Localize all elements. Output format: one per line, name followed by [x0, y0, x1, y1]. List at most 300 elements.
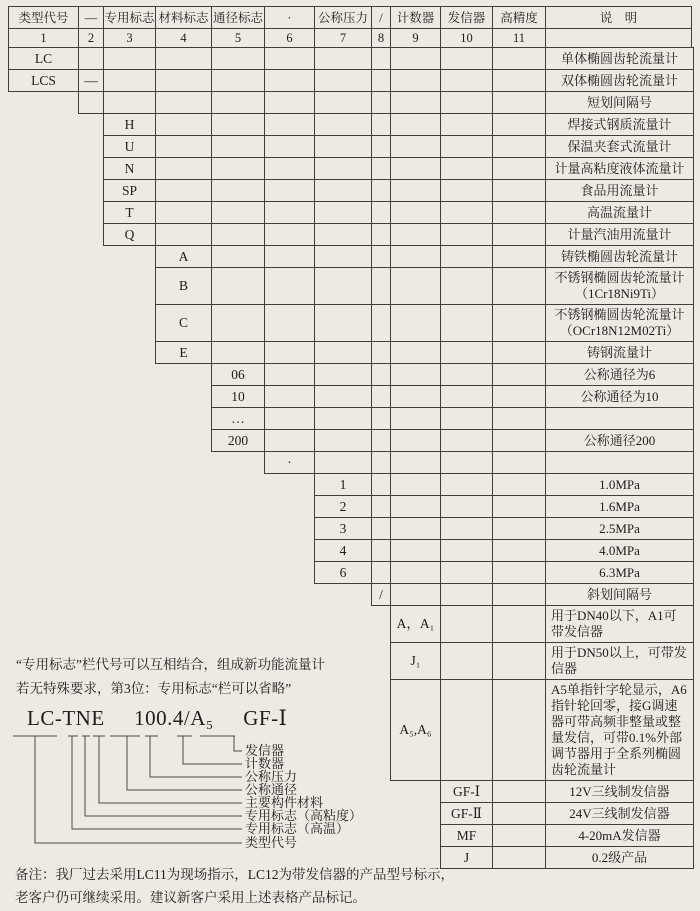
empty-cell: [493, 364, 546, 385]
table-row: [440, 802, 694, 825]
empty-cell: [441, 202, 493, 223]
empty-cell: [493, 584, 546, 605]
table-row: [8, 47, 694, 70]
empty-cell: [212, 136, 265, 157]
leader-label: 公称压力: [245, 769, 298, 784]
code-cell: 1: [315, 474, 372, 495]
description-cell: 铸铁椭圆齿轮流量计: [560, 248, 678, 264]
empty-cell: [391, 268, 441, 304]
column-number: 2: [79, 29, 104, 47]
empty-cell: [156, 202, 212, 223]
empty-cell: [372, 496, 391, 517]
empty-cell: [212, 342, 265, 363]
footer-remark: [15, 863, 455, 909]
column-header: ·: [265, 7, 315, 28]
description-cell: 斜划间隔号: [586, 586, 652, 602]
leader-label: 类型代号: [245, 835, 298, 850]
column-number: [546, 29, 691, 47]
empty-cell: [441, 268, 493, 304]
table-row: [103, 179, 694, 202]
description-cell: 用于DN50以上，可带发信器: [551, 645, 687, 676]
empty-cell: [372, 305, 391, 341]
empty-cell: [391, 92, 441, 113]
description-cell: 0.2级产品: [591, 849, 648, 865]
empty-cell: [372, 562, 391, 583]
code-cell: J: [441, 847, 493, 868]
leader-label: 专用标志（高温）: [245, 821, 350, 836]
empty-cell: [493, 408, 546, 429]
code-cell: E: [156, 342, 212, 363]
empty-cell: [493, 158, 546, 179]
description-cell: 铸钢流量计: [586, 344, 652, 360]
empty-cell: [156, 70, 212, 91]
empty-cell: [315, 92, 372, 113]
empty-cell: [493, 803, 546, 824]
empty-cell: [493, 643, 546, 679]
empty-cell: [441, 158, 493, 179]
empty-cell: [104, 92, 156, 113]
description-cell: 高温流量计: [586, 204, 652, 220]
description-cell: 公称通径200: [583, 432, 656, 448]
empty-cell: [265, 70, 315, 91]
leader-label: 主要构件材料: [245, 795, 324, 810]
empty-cell: [441, 48, 493, 69]
empty-cell: [493, 70, 546, 91]
empty-cell: [265, 158, 315, 179]
table-row: [371, 583, 694, 606]
column-header: /: [372, 7, 391, 28]
leader-pressure: [145, 736, 242, 777]
empty-cell: [156, 224, 212, 245]
empty-cell: [391, 246, 441, 267]
empty-cell: [265, 92, 315, 113]
empty-cell: [441, 584, 493, 605]
empty-cell: [391, 364, 441, 385]
column-header: 专用标志: [104, 7, 156, 28]
empty-cell: [372, 452, 391, 473]
table-row: [211, 407, 694, 430]
description-cell: 4.0MPa: [599, 542, 640, 558]
empty-cell: [315, 430, 372, 451]
table-row: [390, 642, 694, 680]
leader-counter: [177, 736, 242, 764]
empty-cell: [391, 540, 441, 561]
empty-cell: [493, 430, 546, 451]
empty-cell: [391, 342, 441, 363]
empty-cell: [441, 680, 493, 780]
description-cell: 1.6MPa: [599, 498, 640, 514]
empty-cell: [265, 408, 315, 429]
empty-cell: [493, 781, 546, 802]
code-cell: C: [156, 305, 212, 341]
combination-note-line2: 若无特殊要求，第3位：专用标志“栏可以省略”: [16, 681, 292, 696]
column-number: 3: [104, 29, 156, 47]
code-cell: 3: [315, 518, 372, 539]
empty-cell: [265, 386, 315, 407]
empty-cell: [265, 342, 315, 363]
empty-cell: [265, 48, 315, 69]
empty-cell: [391, 452, 441, 473]
column-number: 10: [441, 29, 493, 47]
empty-cell: [265, 305, 315, 341]
empty-cell: [315, 202, 372, 223]
empty-cell: [493, 202, 546, 223]
empty-cell: [265, 180, 315, 201]
leader-diameter: [110, 736, 242, 790]
empty-cell: [441, 224, 493, 245]
empty-cell: [372, 114, 391, 135]
leader-special-mark-t: [68, 736, 242, 829]
column-number: 9: [391, 29, 441, 47]
column-header: 类型代号: [9, 7, 79, 28]
empty-cell: [212, 92, 265, 113]
empty-cell: [212, 114, 265, 135]
header-row: [8, 6, 692, 29]
description-cell: 焊接式钢质流量计: [567, 116, 672, 132]
column-header: 公称压力: [315, 7, 372, 28]
empty-cell: [441, 518, 493, 539]
empty-cell: [372, 474, 391, 495]
column-number: 8: [372, 29, 391, 47]
table-row: [211, 429, 694, 452]
empty-cell: [372, 540, 391, 561]
empty-cell: [315, 224, 372, 245]
empty-cell: [315, 70, 372, 91]
description-cell: 用于DN40以下，A1可带发信器: [551, 608, 677, 639]
empty-cell: [372, 268, 391, 304]
empty-cell: [212, 70, 265, 91]
code-cell: [79, 92, 104, 113]
footer-remark-line2: 老客户仍可继续采用。建议新客户采用上述表格产品标记。: [15, 890, 366, 905]
empty-cell: [391, 386, 441, 407]
table-row: [314, 539, 694, 562]
empty-cell: [156, 180, 212, 201]
description-cell: 公称通径为6: [583, 366, 656, 382]
code-cell: H: [104, 114, 156, 135]
code-cell: N: [104, 158, 156, 179]
empty-cell: [493, 305, 546, 341]
empty-cell: [441, 180, 493, 201]
table-row: [314, 473, 694, 496]
code-cell: GF-Ⅰ: [441, 781, 493, 802]
empty-cell: [372, 364, 391, 385]
code-cell: 6: [315, 562, 372, 583]
description-cell: 保温夹套式流量计: [567, 138, 672, 154]
empty-cell: [493, 496, 546, 517]
combination-note-line1: “专用标志”栏代号可以互相结合，组成新功能流量计: [16, 657, 325, 672]
table-row: [211, 363, 694, 386]
empty-cell: [493, 452, 546, 473]
table-row: [103, 135, 694, 158]
example-model-code: LC-TNE 100.4/A₅ GF-Ⅰ: [27, 706, 288, 730]
empty-cell: [441, 606, 493, 642]
code-cell: 200: [212, 430, 265, 451]
empty-cell: [315, 48, 372, 69]
empty-cell: [441, 114, 493, 135]
empty-cell: [493, 518, 546, 539]
empty-cell: [441, 364, 493, 385]
empty-cell: [441, 408, 493, 429]
description-cell: 6.3MPa: [599, 564, 640, 580]
description-cell: 计量高粘度液体流量计: [554, 160, 685, 176]
empty-cell: [493, 680, 546, 780]
table-row: [8, 69, 694, 92]
description-cell: 食品用流量计: [580, 182, 659, 198]
column-header: 材料标志: [156, 7, 212, 28]
table-row: [314, 561, 694, 584]
empty-cell: [391, 48, 441, 69]
empty-cell: [441, 562, 493, 583]
empty-cell: [315, 268, 372, 304]
empty-cell: [315, 158, 372, 179]
leader-label: 发信器: [245, 743, 285, 758]
empty-cell: [391, 114, 441, 135]
column-header: 高精度: [493, 7, 546, 28]
combination-note: [16, 653, 386, 701]
table-row: [314, 495, 694, 518]
table-row: [440, 846, 694, 869]
empty-cell: [391, 305, 441, 341]
leader-lines-diagram: [0, 730, 244, 850]
table-row: [155, 304, 694, 342]
code-cell: J₁: [391, 643, 441, 679]
column-header: 通径标志: [212, 7, 265, 28]
code-cell: 06: [212, 364, 265, 385]
table-row: [390, 679, 694, 781]
empty-cell: [212, 158, 265, 179]
empty-cell: [391, 180, 441, 201]
table-row: [440, 780, 694, 803]
code-cell: …: [212, 408, 265, 429]
leader-label: 公称通径: [245, 782, 298, 797]
empty-cell: [315, 364, 372, 385]
empty-cell: [493, 606, 546, 642]
empty-cell: [493, 92, 546, 113]
empty-cell: [372, 430, 391, 451]
empty-cell: [441, 342, 493, 363]
description-cell: 24V三线制发信器: [569, 805, 670, 821]
empty-cell: [441, 92, 493, 113]
leader-transmitter: [200, 736, 242, 751]
table-row: [390, 605, 694, 643]
empty-cell: [372, 518, 391, 539]
empty-cell: [391, 518, 441, 539]
empty-cell: [493, 562, 546, 583]
empty-cell: [441, 540, 493, 561]
empty-cell: [493, 540, 546, 561]
code-cell: A₅,A₆: [391, 680, 441, 780]
empty-cell: [315, 342, 372, 363]
code-cell: Q: [104, 224, 156, 245]
empty-cell: [212, 48, 265, 69]
dash-cell: —: [79, 70, 104, 91]
empty-cell: [391, 474, 441, 495]
code-cell: /: [372, 584, 391, 605]
empty-cell: [265, 364, 315, 385]
empty-cell: [156, 92, 212, 113]
empty-cell: [315, 114, 372, 135]
empty-cell: [315, 246, 372, 267]
empty-cell: [493, 180, 546, 201]
empty-cell: [372, 408, 391, 429]
empty-cell: [212, 246, 265, 267]
empty-cell: [265, 136, 315, 157]
empty-cell: [441, 136, 493, 157]
column-number: 11: [493, 29, 546, 47]
description-cell: 不锈钢椭圆齿轮流量计（OCr18N12M02Ti）: [554, 307, 685, 338]
description-cell: [546, 408, 693, 429]
table-row: [211, 385, 694, 408]
code-cell: MF: [441, 825, 493, 846]
column-header: 发信器: [441, 7, 493, 28]
column-number: 1: [9, 29, 79, 47]
empty-cell: [441, 452, 493, 473]
column-number: 4: [156, 29, 212, 47]
empty-cell: [441, 246, 493, 267]
description-cell: [546, 452, 693, 473]
code-cell: U: [104, 136, 156, 157]
empty-cell: [493, 825, 546, 846]
description-cell: 不锈钢椭圆齿轮流量计（1Cr18Ni9Ti）: [554, 270, 685, 301]
empty-cell: [372, 224, 391, 245]
empty-cell: [493, 246, 546, 267]
column-number: 5: [212, 29, 265, 47]
code-cell: LCS: [9, 70, 79, 91]
empty-cell: [391, 430, 441, 451]
empty-cell: [104, 70, 156, 91]
empty-cell: [315, 408, 372, 429]
table-row: [264, 451, 694, 474]
code-cell: LC: [9, 48, 79, 69]
empty-cell: [315, 136, 372, 157]
empty-cell: [315, 452, 372, 473]
empty-cell: [104, 48, 156, 69]
table-row: [314, 517, 694, 540]
empty-cell: [493, 114, 546, 135]
leader-label: 计数器: [245, 756, 285, 771]
empty-cell: [441, 496, 493, 517]
empty-cell: [493, 474, 546, 495]
empty-cell: [372, 48, 391, 69]
empty-cell: [391, 70, 441, 91]
code-cell: 10: [212, 386, 265, 407]
empty-cell: [315, 180, 372, 201]
code-cell: T: [104, 202, 156, 223]
empty-cell: [79, 48, 104, 69]
empty-cell: [391, 136, 441, 157]
table-row: [155, 245, 694, 268]
table-row: [78, 91, 694, 114]
code-cell: A: [156, 246, 212, 267]
header-number-row: [8, 28, 692, 48]
empty-cell: [391, 496, 441, 517]
empty-cell: [372, 246, 391, 267]
empty-cell: [391, 202, 441, 223]
empty-cell: [265, 202, 315, 223]
code-cell: SP: [104, 180, 156, 201]
empty-cell: [391, 224, 441, 245]
empty-cell: [156, 48, 212, 69]
column-number: 6: [265, 29, 315, 47]
empty-cell: [372, 202, 391, 223]
code-cell: 4: [315, 540, 372, 561]
empty-cell: [265, 224, 315, 245]
empty-cell: [156, 158, 212, 179]
empty-cell: [372, 158, 391, 179]
empty-cell: [493, 342, 546, 363]
empty-cell: [212, 268, 265, 304]
empty-cell: [493, 224, 546, 245]
empty-cell: [212, 305, 265, 341]
code-cell: A，A₁: [391, 606, 441, 642]
table-row: [155, 341, 694, 364]
empty-cell: [441, 70, 493, 91]
empty-cell: [212, 224, 265, 245]
empty-cell: [372, 70, 391, 91]
description-cell: 2.5MPa: [599, 520, 640, 536]
table-row: [155, 267, 694, 305]
description-cell: 12V三线制发信器: [569, 783, 670, 799]
leader-material: [93, 736, 242, 803]
description-cell: A5单指针字轮显示，A6指针轮回零，接G调速器可带高频非整量或整量发信，可带0.1%外部调节器用于全系列椭圆齿轮流量计: [551, 682, 687, 777]
empty-cell: [265, 114, 315, 135]
code-cell: GF-Ⅱ: [441, 803, 493, 824]
empty-cell: [265, 430, 315, 451]
empty-cell: [391, 408, 441, 429]
column-number: 7: [315, 29, 372, 47]
empty-cell: [441, 643, 493, 679]
table-row: [103, 201, 694, 224]
description-cell: 双体椭圆齿轮流量计: [560, 72, 678, 88]
column-header: —: [79, 7, 104, 28]
code-cell: 2: [315, 496, 372, 517]
empty-cell: [493, 386, 546, 407]
empty-cell: [493, 847, 546, 868]
description-cell: 公称通径为10: [580, 388, 659, 404]
empty-cell: [441, 305, 493, 341]
empty-cell: [212, 202, 265, 223]
empty-cell: [391, 158, 441, 179]
empty-cell: [372, 92, 391, 113]
description-cell: 4-20mA发信器: [578, 827, 661, 843]
empty-cell: [265, 246, 315, 267]
table-row: [103, 223, 694, 246]
code-cell: B: [156, 268, 212, 304]
table-row: [440, 824, 694, 847]
empty-cell: [372, 136, 391, 157]
description-cell: 1.0MPa: [599, 476, 640, 492]
empty-cell: [156, 136, 212, 157]
empty-cell: [212, 180, 265, 201]
leader-label: 专用标志（高粘度）: [245, 808, 363, 823]
description-cell: 计量汽油用流量计: [567, 226, 672, 242]
column-header: 计数器: [391, 7, 441, 28]
empty-cell: [372, 180, 391, 201]
footer-remark-line1: 备注：我厂过去采用LC11为现场指示，LC12为带发信器的产品型号标示，: [15, 867, 454, 882]
empty-cell: [493, 268, 546, 304]
empty-cell: [441, 430, 493, 451]
code-cell: ·: [265, 452, 315, 473]
table-row: [103, 113, 694, 136]
description-cell: 单体椭圆齿轮流量计: [560, 50, 678, 66]
empty-cell: [372, 386, 391, 407]
empty-cell: [315, 386, 372, 407]
empty-cell: [441, 474, 493, 495]
empty-cell: [265, 268, 315, 304]
leader-special-mark-n: [82, 736, 242, 816]
column-header: 说 明: [599, 10, 638, 25]
empty-cell: [156, 114, 212, 135]
